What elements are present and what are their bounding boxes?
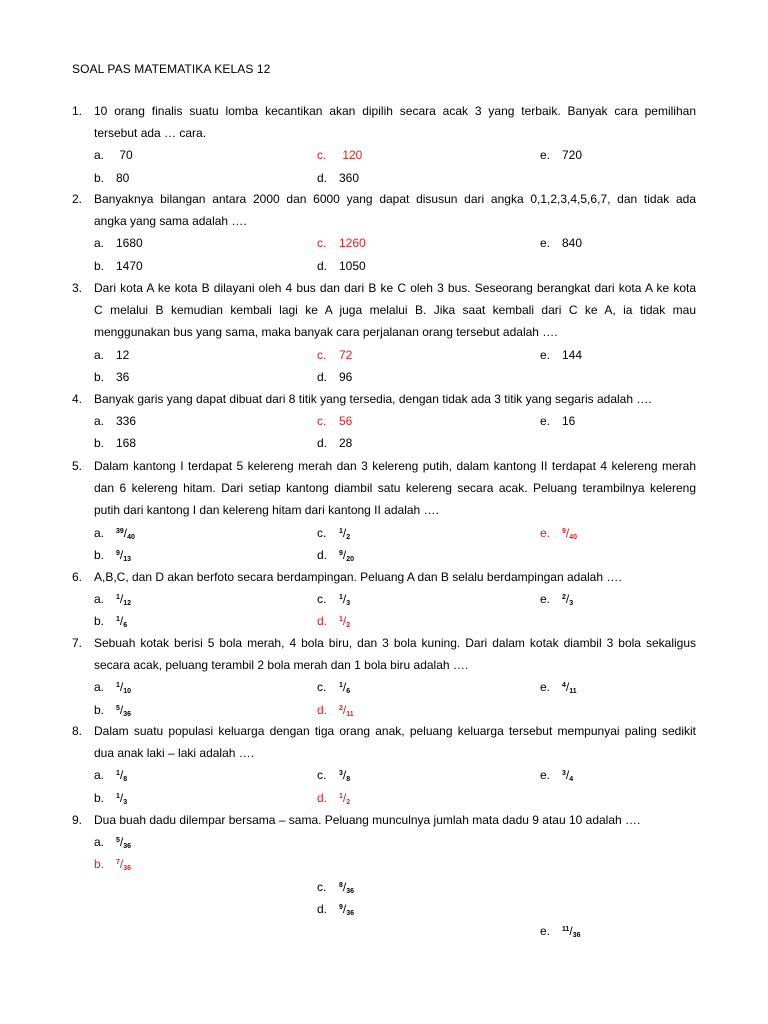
answer-option-c [317, 768, 350, 783]
option-letter: c. [317, 236, 327, 251]
option-letter: c. [317, 347, 327, 362]
option-fraction [116, 835, 131, 849]
fraction-slash: / [119, 547, 124, 562]
answer-option-c [317, 592, 350, 607]
option-value: 1470 [116, 258, 143, 273]
option-letter: e. [540, 347, 551, 362]
question-number: 2. [72, 192, 83, 206]
fraction-denominator: 13 [123, 555, 132, 563]
question-text-line: dua anak laki – laki adalah …. [94, 746, 255, 761]
answer-option-b [94, 857, 131, 872]
question-number: 1. [72, 104, 83, 118]
fraction-slash: / [119, 680, 124, 695]
option-fraction [339, 880, 354, 894]
fraction-denominator: 8 [123, 776, 128, 784]
fraction-denominator: 40 [569, 533, 578, 541]
question-number: 9. [72, 813, 83, 827]
question-text-line: Dalam kantong I terdapat 5 kelereng merah dan 3 kelereng putih, dalam kantong II terdapat 4 kelereng merah [94, 459, 696, 473]
option-value: 120 [339, 148, 363, 163]
option-letter: c. [317, 148, 327, 163]
answer-option-d [317, 703, 354, 718]
answer-option-b [94, 259, 143, 273]
fraction-numerator: 9 [562, 527, 566, 535]
option-letter: d. [317, 436, 328, 451]
option-letter: a. [94, 148, 105, 163]
fraction-numerator: 9 [116, 549, 120, 557]
fraction-numerator: 1 [339, 616, 343, 624]
option-fraction [116, 680, 131, 694]
option-fraction [562, 680, 577, 694]
answer-option-e [540, 414, 575, 428]
option-value: 360 [339, 170, 360, 185]
fraction-slash: / [342, 547, 347, 562]
fraction-denominator: 3 [346, 600, 351, 608]
fraction-denominator: 36 [123, 710, 132, 718]
option-fraction [562, 768, 573, 782]
fraction-denominator: 36 [346, 887, 355, 895]
answer-option-d [317, 259, 366, 273]
fraction-slash: / [342, 901, 347, 916]
question-text-line: secara acak, peluang terambil 2 bola merah dan 1 bola biru adalah …. [94, 658, 469, 673]
fraction-denominator: 3 [569, 600, 574, 608]
document-title: SOAL PAS MATEMATIKA KELAS 12 [72, 62, 271, 76]
option-letter: b. [94, 547, 105, 562]
option-fraction [562, 526, 577, 540]
fraction-denominator: 2 [346, 533, 351, 541]
question-number: 3. [72, 281, 83, 295]
option-letter: c. [317, 680, 327, 695]
option-letter: e. [540, 680, 551, 695]
question-text-line: angka yang sama adalah …. [94, 214, 247, 229]
option-letter: b. [94, 170, 105, 185]
question-number: 8. [72, 724, 83, 738]
question-text-line: Dua buah dadu dilempar bersama – sama. Peluang munculnya jumlah mata dadu 9 atau 10 adalah …. [94, 813, 641, 827]
fraction-slash: / [119, 614, 124, 629]
fraction-numerator: 11 [562, 926, 570, 933]
fraction-slash: / [565, 592, 570, 607]
option-letter: e. [540, 768, 551, 783]
option-letter: d. [317, 170, 328, 185]
question-number: 7. [72, 636, 83, 650]
question-number: 5. [72, 459, 83, 473]
answer-option-c [317, 526, 350, 541]
option-letter: e. [540, 924, 551, 938]
option-letter: a. [94, 236, 105, 251]
fraction-denominator: 2 [346, 622, 351, 630]
option-letter: c. [317, 592, 327, 607]
option-letter: b. [94, 614, 105, 629]
option-value: 840 [562, 236, 583, 251]
option-fraction [116, 526, 135, 540]
fraction-denominator: 36 [123, 843, 132, 851]
fraction-numerator: 1 [116, 770, 120, 778]
option-letter: e. [540, 414, 551, 429]
option-fraction [339, 703, 354, 717]
question-text-line: Banyaknya bilangan antara 2000 dan 6000 yang dapat disusun dari angka 0,1,2,3,4,5,6,7, dan tidak ada [94, 192, 696, 206]
option-value: 1680 [116, 236, 143, 251]
fraction-numerator: 1 [339, 527, 343, 535]
answer-option-c [317, 680, 350, 695]
option-letter: c. [317, 414, 327, 429]
option-letter: a. [94, 835, 105, 850]
answer-option-b [94, 614, 127, 629]
answer-option-a [94, 236, 143, 250]
fraction-numerator: 3 [339, 770, 343, 778]
answer-option-a [94, 148, 133, 162]
fraction-numerator: 1 [116, 594, 120, 602]
option-letter: d. [317, 258, 328, 273]
fraction-denominator: 36 [572, 932, 581, 939]
question-text-line: dan 6 kelereng hitam. Dari setiap kantong diambil satu kelereng secara acak. Peluang terambilnya kelereng [94, 481, 696, 496]
answer-option-d [317, 902, 354, 917]
option-fraction [562, 592, 573, 606]
question-number: 4. [72, 392, 83, 406]
fraction-numerator: 1 [339, 682, 343, 690]
answer-option-e [540, 348, 582, 362]
answer-option-a [94, 414, 136, 428]
option-value: 12 [116, 347, 130, 362]
fraction-slash: / [119, 592, 124, 607]
fraction-numerator: 5 [116, 837, 120, 845]
option-letter: b. [94, 369, 105, 384]
option-value: 36 [116, 369, 130, 384]
fraction-slash: / [565, 680, 570, 695]
option-letter: a. [94, 680, 105, 695]
option-value: 720 [562, 148, 583, 163]
option-letter: a. [94, 768, 105, 783]
option-letter: d. [317, 901, 328, 916]
answer-option-b [94, 171, 129, 185]
answer-option-d [317, 791, 350, 806]
fraction-slash: / [119, 790, 124, 805]
answer-option-c [317, 414, 352, 428]
question-text-line: menggunakan bus yang sama, maka banyak cara perjalanan orang tersebut adalah …. [94, 325, 558, 340]
fraction-numerator: 9 [339, 903, 343, 911]
answer-option-a [94, 680, 131, 695]
fraction-slash: / [123, 525, 128, 540]
fraction-numerator: 1 [339, 594, 343, 602]
question-text-line: Dalam suatu populasi keluarga dengan tiga orang anak, peluang keluarga tersebut mempunyai paling sedikit [94, 724, 696, 738]
option-letter: c. [317, 768, 327, 783]
option-letter: a. [94, 525, 105, 540]
question-text-line: Banyak garis yang dapat dibuat dari 8 titik yang tersedia, dengan tidak ada 3 titik yang segaris adalah …. [94, 392, 652, 406]
question-text-line: 10 orang finalis suatu lomba kecantikan akan dipilih secara acak 3 yang terbaik. Banyak cara pemilihan [94, 104, 696, 118]
answer-option-e [540, 680, 577, 695]
answer-option-c [317, 148, 362, 162]
option-value: 336 [116, 414, 137, 429]
question-text-line: Sebuah kotak berisi 5 bola merah, 4 bola biru, dan 3 bola kuning. Dari dalam kotak diambil 3 bola sekaligus [94, 636, 696, 650]
fraction-denominator: 20 [346, 555, 355, 563]
question-text-line: putih dari kantong I dan kelereng hitam dari kantong II adalah …. [94, 503, 439, 518]
fraction-numerator: 2 [339, 704, 343, 712]
fraction-numerator: 8 [339, 881, 343, 889]
answer-option-c [317, 880, 354, 895]
option-fraction [339, 614, 350, 628]
fraction-denominator: 6 [346, 688, 351, 696]
option-letter: d. [317, 702, 328, 717]
fraction-slash: / [342, 768, 347, 783]
option-letter: d. [317, 369, 328, 384]
fraction-numerator: 2 [562, 594, 566, 602]
option-fraction [339, 902, 354, 916]
answer-option-d [317, 436, 352, 450]
answer-option-e [540, 236, 582, 250]
fraction-numerator: 9 [339, 549, 343, 557]
fraction-numerator: 5 [116, 704, 120, 712]
answer-option-e [540, 148, 582, 162]
option-letter: d. [317, 790, 328, 805]
fraction-numerator: 4 [562, 682, 566, 690]
fraction-numerator: 3 [562, 770, 566, 778]
option-letter: b. [94, 258, 105, 273]
option-letter: c. [317, 525, 327, 540]
fraction-slash: / [342, 879, 347, 894]
fraction-slash: / [342, 680, 347, 695]
fraction-numerator: 1 [116, 792, 120, 800]
answer-option-e [540, 592, 573, 607]
option-fraction [339, 791, 350, 805]
answer-option-d [317, 370, 352, 384]
fraction-slash: / [342, 702, 347, 717]
option-value: 1260 [339, 236, 366, 251]
option-fraction [116, 548, 131, 562]
option-letter: a. [94, 347, 105, 362]
option-fraction [339, 680, 350, 694]
option-fraction [116, 592, 131, 606]
fraction-denominator: 11 [569, 688, 577, 696]
fraction-numerator: 39 [116, 527, 124, 535]
question-text-line: tersebut ada … cara. [94, 126, 207, 141]
option-letter: b. [94, 436, 105, 451]
fraction-denominator: 4 [569, 776, 574, 784]
option-value: 56 [339, 414, 353, 429]
fraction-numerator: 7 [116, 859, 120, 867]
fraction-slash: / [342, 525, 347, 540]
answer-option-a [94, 592, 131, 607]
option-letter: d. [317, 614, 328, 629]
option-letter: b. [94, 702, 105, 717]
fraction-slash: / [569, 924, 573, 938]
option-letter: e. [540, 525, 551, 540]
option-letter: a. [94, 414, 105, 429]
answer-option-a [94, 348, 129, 362]
option-fraction [116, 857, 131, 871]
answer-option-c [317, 236, 366, 250]
answer-option-a [94, 526, 135, 541]
fraction-numerator: 1 [339, 792, 343, 800]
fraction-denominator: 12 [123, 600, 132, 608]
fraction-slash: / [565, 525, 570, 540]
fraction-slash: / [565, 768, 570, 783]
option-value: 168 [116, 436, 137, 451]
option-fraction [116, 791, 127, 805]
option-fraction [116, 614, 127, 628]
fraction-slash: / [342, 790, 347, 805]
option-letter: a. [94, 592, 105, 607]
option-letter: e. [540, 148, 551, 163]
option-value: 70 [116, 148, 133, 163]
answer-option-b [94, 370, 129, 384]
option-letter: d. [317, 547, 328, 562]
option-letter: e. [540, 592, 551, 607]
answer-option-a [94, 768, 127, 783]
question-number: 6. [72, 570, 83, 584]
fraction-denominator: 6 [123, 622, 128, 630]
fraction-numerator: 1 [116, 682, 120, 690]
answer-option-a [94, 835, 131, 850]
fraction-denominator: 36 [346, 909, 355, 917]
question-text-line: Dari kota A ke kota B dilayani oleh 4 bus dan dari B ke C oleh 3 bus. Seseorang berangkat dari kota A ke kota [94, 281, 696, 295]
option-value: 28 [339, 436, 353, 451]
answer-option-b [94, 436, 136, 450]
option-fraction [339, 548, 354, 562]
fraction-slash: / [119, 768, 124, 783]
answer-option-c [317, 348, 352, 362]
fraction-denominator: 3 [123, 798, 128, 806]
answer-option-d [317, 171, 359, 185]
option-fraction [339, 526, 350, 540]
option-value: 72 [339, 347, 353, 362]
option-letter: b. [94, 857, 105, 872]
option-fraction [339, 768, 350, 782]
answer-option-d [317, 614, 350, 629]
option-value: 96 [339, 369, 353, 384]
answer-option-b [94, 703, 131, 718]
fraction-slash: / [119, 702, 124, 717]
fraction-denominator: 36 [123, 865, 132, 873]
option-fraction [116, 768, 127, 782]
question-text-line: A,B,C, dan D akan berfoto secara berdampingan. Peluang A dan B selalu berdampingan adalah …. [94, 570, 622, 584]
fraction-denominator: 40 [127, 533, 135, 541]
fraction-numerator: 1 [116, 616, 120, 624]
fraction-denominator: 8 [346, 776, 351, 784]
option-fraction [339, 592, 350, 606]
question-text-line: C melalui B kemudian kembali lagi ke A juga melalui B. Jika saat kembali dari C ke A, ia tidak mau [94, 303, 696, 318]
option-fraction [562, 924, 581, 938]
option-letter: e. [540, 236, 551, 251]
answer-option-e [540, 924, 581, 939]
option-value: 16 [562, 414, 576, 429]
option-letter: c. [317, 879, 327, 894]
answer-option-e [540, 526, 577, 541]
fraction-denominator: 11 [346, 710, 354, 718]
answer-option-b [94, 791, 127, 806]
fraction-denominator: 10 [123, 688, 132, 696]
answer-option-e [540, 768, 573, 783]
answer-option-b [94, 548, 131, 563]
option-fraction [116, 703, 131, 717]
fraction-denominator: 2 [346, 798, 351, 806]
fraction-slash: / [342, 592, 347, 607]
option-letter: b. [94, 790, 105, 805]
option-value: 1050 [339, 258, 366, 273]
fraction-slash: / [119, 857, 124, 872]
option-value: 144 [562, 347, 583, 362]
answer-option-d [317, 548, 354, 563]
fraction-slash: / [119, 835, 124, 850]
option-value: 80 [116, 170, 130, 185]
fraction-slash: / [342, 614, 347, 629]
